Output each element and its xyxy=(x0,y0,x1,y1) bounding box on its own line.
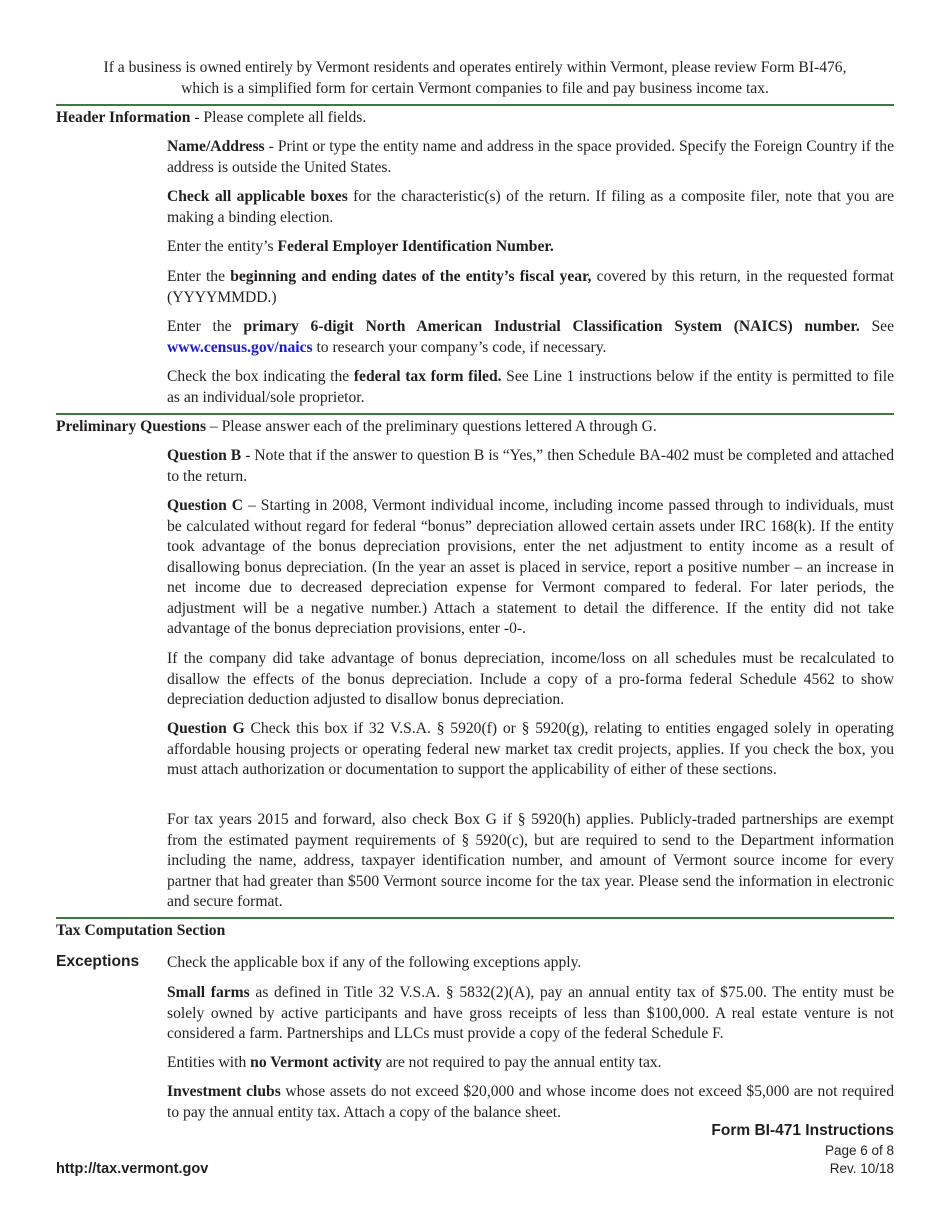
check-boxes-instruction: Check all applicable boxes for the characteristic(s) of the return. If filing as a composite filer, note that you are making a binding election. xyxy=(167,188,894,226)
fiscal-year-instruction: Enter the beginning and ending dates of the entity’s fiscal year, covered by this return, in the requested format (YYYYMMDD.) xyxy=(167,268,894,306)
page-number: Page 6 of 8 xyxy=(824,1143,894,1158)
form-filed-instruction: Check the box indicating the federal tax form filed. See Line 1 instructions below if the entity is permitted to file as an individual/sole proprietor. xyxy=(167,368,894,406)
box-g-paragraph: For tax years 2015 and forward, also check Box G if § 5920(h) applies. Publicly-traded partnerships are exempt from the estimated payment requirements of § 5920(c), but are required to send to the Department information including the name, address, taxpayer identification number, and amount of Vermont source income for every partner that had greater than $500 Vermont source income for the tax year. Please send the information in electronic and secure format. xyxy=(167,811,894,910)
exceptions-text: Check the applicable box if any of the following exceptions apply. xyxy=(167,954,582,971)
section-title: Preliminary Questions xyxy=(56,418,207,435)
intro-line-2: which is a simplified form for certain Vermont companies to file and pay business income tax. xyxy=(181,79,769,97)
question-g-instruction: Question G Check this box if 32 V.S.A. § 5920(f) or § 5920(g), relating to entities engaged solely in operating affordable housing projects or operating federal new market tax credit projects, applies. If you check the box, you must attach authorization or documentation to support the applicability of either of these sections. xyxy=(167,720,894,778)
section-title: Header Information xyxy=(56,109,191,126)
investment-clubs-instruction: Investment clubs whose assets do not exceed $20,000 and whose income does not exceed $5,000 are not required to pay the annual entity tax. Attach a copy of the balance sheet. xyxy=(167,1083,895,1121)
bonus-depreciation-paragraph: If the company did take advantage of bonus depreciation, income/loss on all schedules must be recalculated to disallow the effects of the bonus depreciation. Include a copy of a pro-forma federal Schedule 4562 to show depreciation deduction adjusted to disallow bonus depreciation. xyxy=(167,650,894,708)
header-information-heading: Header Information - Please complete all fields. xyxy=(56,109,367,126)
small-farms-instruction: Small farms as defined in Title 32 V.S.A. § 5832(2)(A), pay an annual entity tax of $75.00. The entity must be solely owned by active participants and have gross receipts of less than $100,000. A real estate venture is not considered a farm. Partnerships and LLCs must provide a copy of the federal Schedule F. xyxy=(167,984,894,1042)
tax-computation-heading: Tax Computation Section xyxy=(56,922,226,939)
fein-instruction: Enter the entity’s Federal Employer Identification Number. xyxy=(167,238,554,255)
name-address-instruction: Name/Address - Print or type the entity name and address in the space provided. Specify the Foreign Country if the address is outside the United States. xyxy=(167,138,894,176)
census-naics-link[interactable]: www.census.gov/naics xyxy=(167,338,313,356)
section-divider xyxy=(56,413,894,415)
preliminary-questions-heading: Preliminary Questions – Please answer each of the preliminary questions lettered A through G. xyxy=(56,418,657,435)
intro-line-1: If a business is owned entirely by Vermont residents and operates entirely within Vermont, please review Form BI-476, xyxy=(103,59,847,76)
section-divider xyxy=(56,104,894,106)
naics-instruction: Enter the primary 6-digit North American Industrial Classification System (NAICS) number. See www.census.gov/naics to research your company’s code, if necessary. xyxy=(167,318,894,356)
revision-date: Rev. 10/18 xyxy=(829,1161,894,1176)
intro-paragraph xyxy=(56,58,894,99)
no-activity-instruction: Entities with no Vermont activity are not required to pay the annual entity tax. xyxy=(167,1054,662,1071)
question-b-instruction: Question B - Note that if the answer to question B is “Yes,” then Schedule BA-402 must be completed and attached to the return. xyxy=(167,447,894,485)
website-link[interactable]: http://tax.vermont.gov xyxy=(56,1161,209,1177)
section-divider xyxy=(56,917,894,919)
question-c-instruction: Question C – Starting in 2008, Vermont individual income, including income passed through to individuals, must be calculated without regard for federal “bonus” depreciation allowed certain assets under IRC 168(k). If the entity took advantage of the bonus depreciation provisions, enter the net adjustment to entity income as a result of disallowing bonus depreciation. (In the year an asset is placed in service, report a positive number – an increase in net income due to decreased depreciation expense for Vermont compared to federal. For later periods, the adjustment will be a negative number.) Attach a statement to detail the difference. If the entity did not take advantage of the bonus depreciation provisions, enter -0-. xyxy=(167,497,894,637)
form-title: Form BI-471 Instructions xyxy=(711,1122,894,1139)
exceptions-label: Exceptions xyxy=(56,953,140,970)
